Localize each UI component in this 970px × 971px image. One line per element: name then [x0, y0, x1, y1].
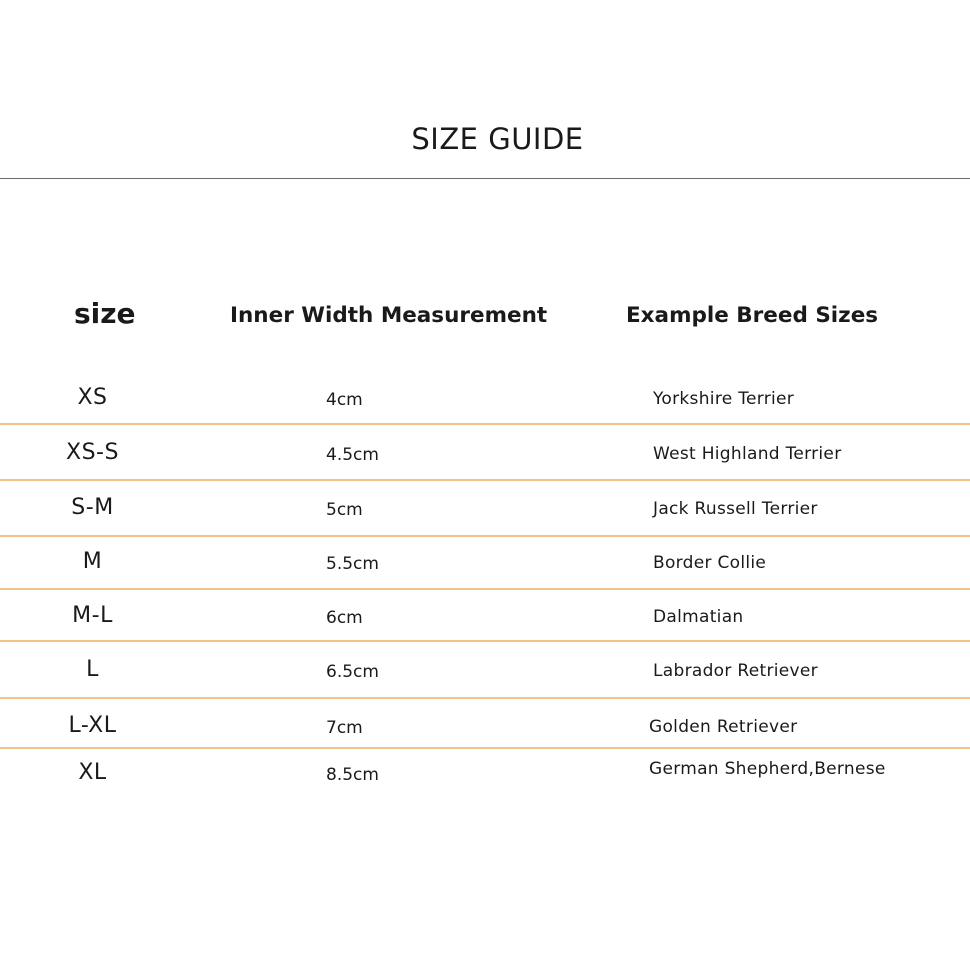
row-inner-width: 6.5cm	[326, 662, 379, 682]
row-example-breed: German Shepherd,Bernese	[649, 759, 886, 779]
row-size-label: S-M	[71, 495, 114, 520]
row-size-label: M	[82, 549, 103, 574]
row-inner-width: 5cm	[326, 500, 363, 520]
row-divider	[0, 697, 970, 699]
row-example-breed: Dalmatian	[653, 607, 744, 627]
header-size: size	[74, 297, 136, 330]
row-divider	[0, 479, 970, 481]
row-example-breed: West Highland Terrier	[653, 444, 842, 464]
row-divider	[0, 423, 970, 425]
row-inner-width: 4cm	[326, 390, 363, 410]
header-example-breed: Example Breed Sizes	[626, 303, 879, 328]
row-inner-width: 4.5cm	[326, 445, 379, 465]
row-size-label: L	[86, 657, 99, 682]
row-divider	[0, 588, 970, 590]
header-inner-width: Inner Width Measurement	[230, 303, 548, 328]
row-example-breed: Yorkshire Terrier	[653, 389, 795, 409]
row-divider	[0, 747, 970, 749]
row-divider	[0, 535, 970, 537]
row-example-breed: Jack Russell Terrier	[653, 499, 818, 519]
row-example-breed: Golden Retriever	[649, 717, 798, 737]
row-size-label: M-L	[72, 603, 113, 628]
row-size-label: XS-S	[66, 440, 119, 465]
row-divider	[0, 640, 970, 642]
title-divider	[0, 178, 970, 179]
row-example-breed: Border Collie	[653, 553, 767, 573]
row-inner-width: 6cm	[326, 608, 363, 628]
row-inner-width: 7cm	[326, 718, 363, 738]
row-inner-width: 5.5cm	[326, 554, 379, 574]
row-size-label: L-XL	[68, 713, 117, 738]
row-example-breed: Labrador Retriever	[653, 661, 818, 681]
row-size-label: XL	[78, 760, 107, 785]
size-guide-title: SIZE GUIDE	[411, 122, 584, 156]
row-size-label: XS	[77, 385, 108, 410]
row-inner-width: 8.5cm	[326, 765, 379, 785]
